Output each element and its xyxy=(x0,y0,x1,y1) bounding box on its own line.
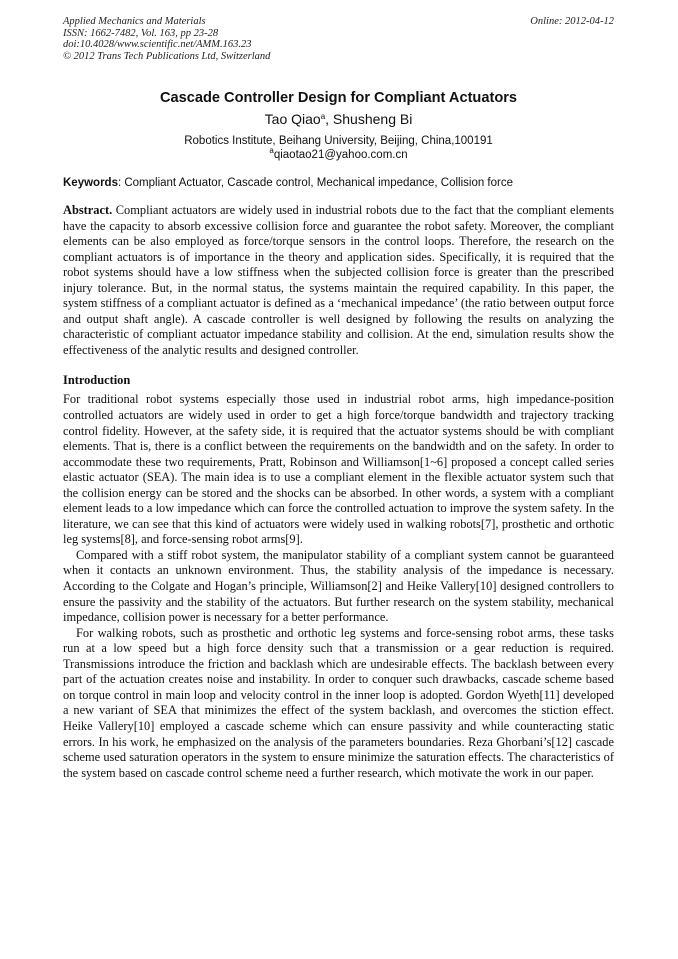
issn-line: ISSN: 1662-7482, Vol. 163, pp 23-28 xyxy=(63,27,219,39)
copyright-line: © 2012 Trans Tech Publications Ltd, Switzerland xyxy=(63,50,271,62)
abstract-label: Abstract. xyxy=(63,203,113,217)
intro-paragraph: Compared with a stiff robot system, the manipulator stability of a compliant system cannot be guaranteed when it contacts an unknown environment. Thus, the stability analysis of the impedance is necessary. According to the Colgate and Hogan’s principle, Williamson[2] and Heike Vallery[10] designed controllers to ensure the passivity and the stability of the actuators. But further research on the system stability, mechanical impedance, collision power is necessary for a better performance. xyxy=(63,547,614,625)
abstract-text: Compliant actuators are widely used in industrial robots due to the fact that the compliant elements have the capacity to absorb excessive collision force and guarantee the robot safety. Moreover, the compliant elements can be also employed as force/torque sensors in the control loops. Therefore, the research on the compliant actuators is of importance in the theory and application sides. Specifically, it is required that the robot systems should have a low stiffness when the subjected collision force is greater than the prescribed injury tolerance. But, in the normal status, the systems maintain the required capability. In this paper, the system stiffness of a compliant actuator is defined as a ‘mechanical impedance’ (the ratio between output force and output shaft angle). A cascade controller is well designed by following the results on analyzing the characteristic of compliant actuator impedance stability and collision. At the end, simulation results show the effectiveness of the analytic results and designed controller. xyxy=(63,203,614,357)
paper-page xyxy=(63,16,614,781)
paper-title: Cascade Controller Design for Compliant Actuators xyxy=(159,90,518,106)
abstract xyxy=(63,203,614,358)
email-line xyxy=(63,148,614,162)
author-first: Tao Qiao xyxy=(264,111,321,127)
doi-line: doi:10.4028/www.scientific.net/AMM.163.23 xyxy=(63,39,252,50)
section-heading-introduction: Introduction xyxy=(63,373,131,388)
author-line xyxy=(63,111,614,128)
keywords-label: Keywords xyxy=(63,177,118,189)
keywords-text: : Compliant Actuator, Cascade control, Mechanical impedance, Collision force xyxy=(117,177,514,189)
author-first-superscript: a xyxy=(320,112,326,121)
intro-paragraph: For walking robots, such as prosthetic and orthotic leg systems and force-sensing robot arms, these tasks run at a low speed but a high force density such that a transmission or a gear reduction is required. Transmissions introduce the friction and backlash which are undesirable effects. The backlash between every part of the actuation creates noise and instability. In order to conquer such drawbacks, cascade scheme based on torque control in main loop and velocity control in the inner loop is adopted. Gordon Wyeth[11] developed a new variant of SEA that minimizes the effect of the system backlash, and overcomes the stiction effect. Heike Vallery[10] employed a cascade scheme which can ensure passivity and while counteracting static errors. In his work, he emphasized on the analysis of the parameters boundaries. Reza Ghorbani’s[12] cascade scheme used saturation operators in the system to ensure minimize the saturation effects. The characteristics of the system based on cascade control scheme need a further research, which motivate the work in our paper. xyxy=(63,625,614,780)
author-rest: , Shusheng Bi xyxy=(325,111,413,127)
online-date: Online: 2012-04-12 xyxy=(530,16,614,27)
author-email: qiaotao21@yahoo.com.cn xyxy=(273,149,408,161)
email-superscript: a xyxy=(269,146,274,155)
journal-name: Applied Mechanics and Materials xyxy=(63,16,206,27)
journal-header xyxy=(63,16,614,62)
keywords xyxy=(63,176,614,190)
affiliation: Robotics Institute, Beihang University, Beijing, China,100191 xyxy=(184,135,493,147)
intro-paragraph: For traditional robot systems especially those used in industrial robot arms, high impedance-position controlled actuators are widely used in order to get a high force/torque bandwidth and trajectory tracking control fidelity. However, at the safety side, it is required that the actuator systems should be with compliant elements. That is, there is a conflict between the requirements on the bandwidth and on the safety. In order to accommodate these two requirements, Pratt, Robinson and Williamson[1~6] proposed a concept called series elastic actuator (SEA). The main idea is to use a compliant element in the flexible actuator system such that the collision energy can be stored and the shocks can be absorbed. In other words, a system with a compliant element leads to a low impedance which can force the controlled actuation to improve the system safety. In the literature, we can see that this kind of actuators were widely used in walking robots[7], prosthetic and orthotic leg systems[8], and force-sensing robot arms[9]. xyxy=(63,392,614,547)
